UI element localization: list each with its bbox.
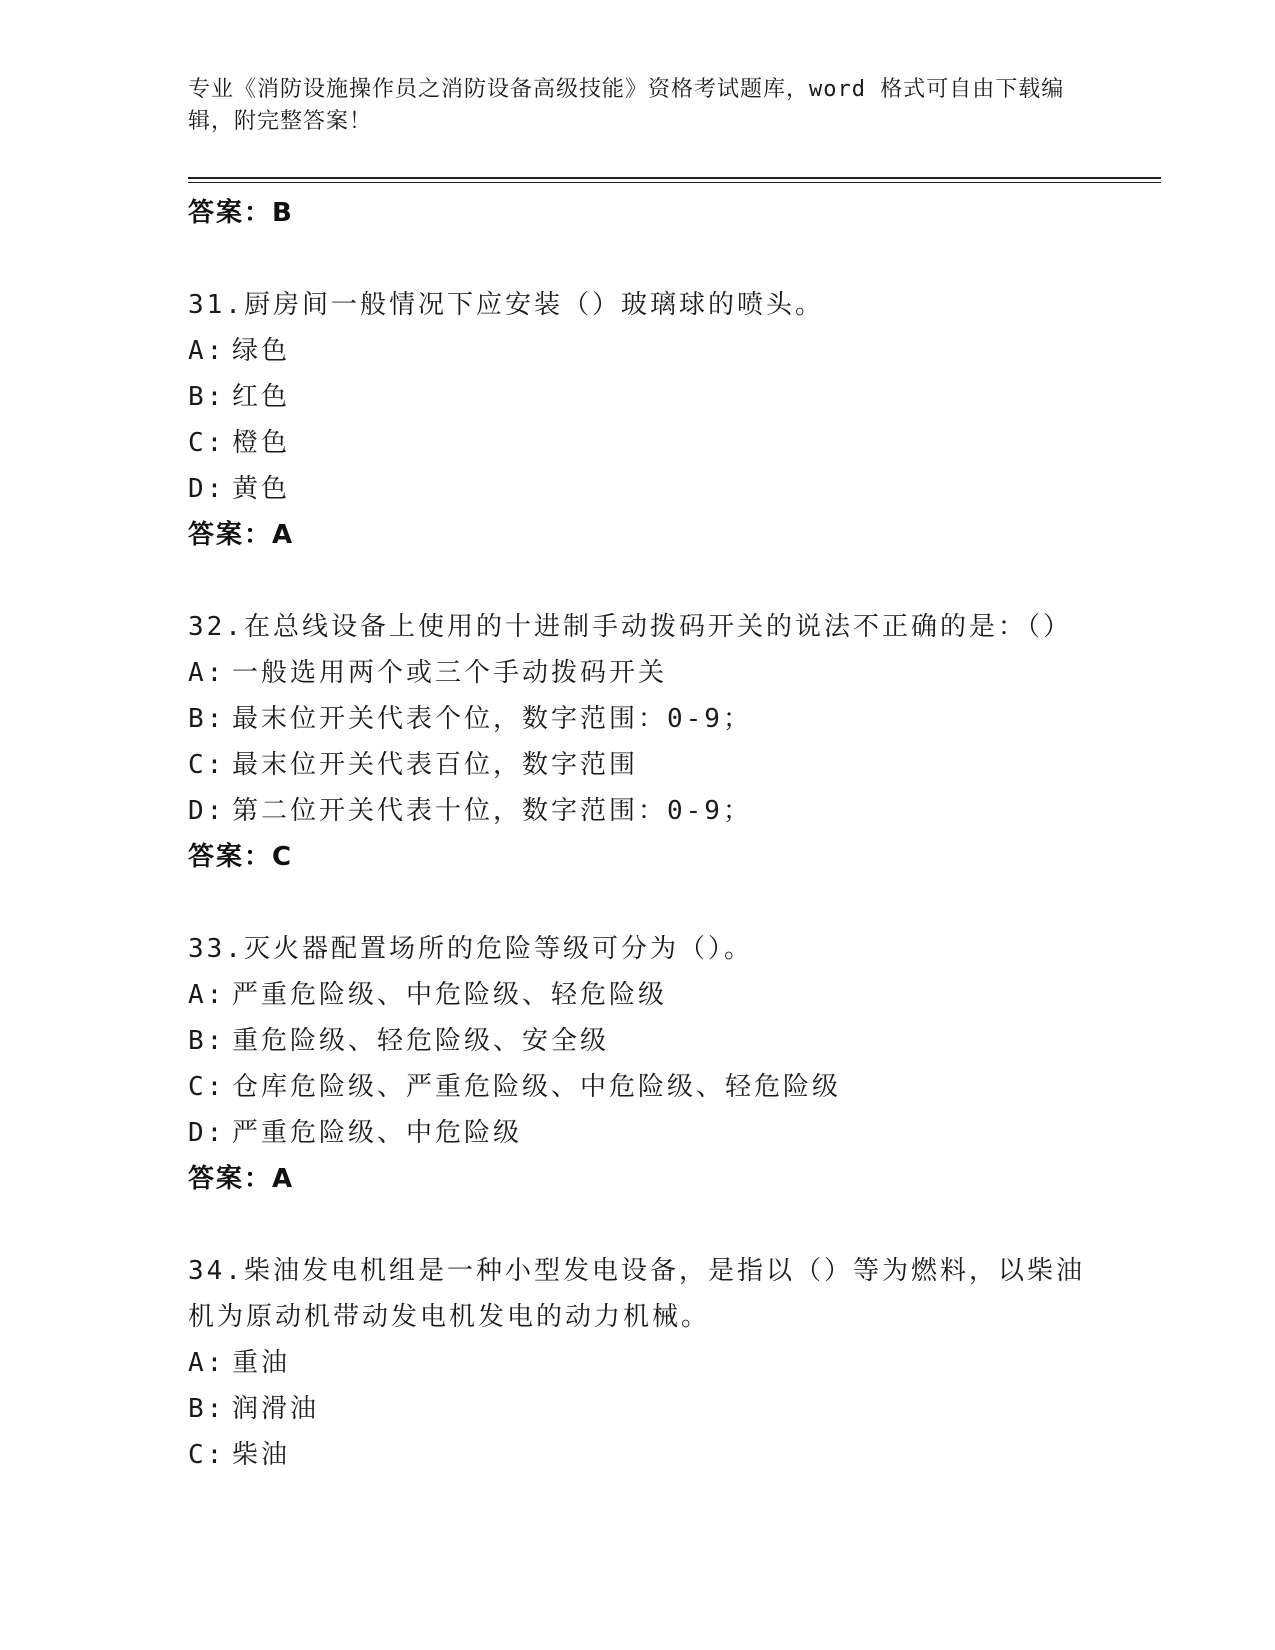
answer-line: 答案：C xyxy=(188,842,294,872)
option-line xyxy=(188,650,1088,696)
option-line xyxy=(188,972,1088,1018)
option-line xyxy=(188,1340,1088,1386)
option-line xyxy=(188,374,1088,420)
question-stem: 31.厨房间一般情况下应安装（）玻璃球的喷头。 xyxy=(188,290,824,320)
question-block xyxy=(188,1248,1088,1478)
option-text: 重油 xyxy=(232,1348,291,1378)
option-text: 严重危险级、中危险级、轻危险级 xyxy=(232,980,668,1010)
option-line xyxy=(188,420,1088,466)
option-text: 绿色 xyxy=(232,336,291,366)
option-text: 一般选用两个或三个手动拨码开关 xyxy=(232,658,668,688)
option-letter: D: xyxy=(188,474,226,504)
option-letter: A: xyxy=(188,336,226,366)
option-letter: C: xyxy=(188,1072,226,1102)
option-line xyxy=(188,742,1088,788)
option-text: 红色 xyxy=(232,382,291,412)
option-letter: A: xyxy=(188,658,226,688)
option-text: 严重危险级、中危险级 xyxy=(232,1118,523,1148)
header-divider xyxy=(188,177,1161,183)
question-list xyxy=(188,190,1088,1478)
spacer xyxy=(188,1202,1088,1248)
spacer xyxy=(188,880,1088,926)
question-stem: 33.灭火器配置场所的危险等级可分为（）。 xyxy=(188,934,753,964)
option-text: 润滑油 xyxy=(232,1394,320,1424)
question-block xyxy=(188,282,1088,558)
option-text: 仓库危险级、严重危险级、中危险级、轻危险级 xyxy=(232,1072,842,1102)
document-header: 专业《消防设施操作员之消防设备高级技能》资格考试题库，word 格式可自由下载编辑，附完整答案！ xyxy=(188,77,1065,134)
option-text: 黄色 xyxy=(232,474,291,504)
option-line xyxy=(188,696,1088,742)
question-stem: 32.在总线设备上使用的十进制手动拨码开关的说法不正确的是：（） xyxy=(188,612,1072,642)
spacer xyxy=(188,236,1088,282)
option-letter: B: xyxy=(188,704,226,734)
option-letter: C: xyxy=(188,428,226,458)
question-stem: 34.柴油发电机组是一种小型发电设备，是指以（）等为燃料，以柴油机为原动机带动发电机发电的动力机械。 xyxy=(188,1256,1085,1332)
option-line xyxy=(188,1386,1088,1432)
option-letter: D: xyxy=(188,1118,226,1148)
answer-line: 答案：B xyxy=(188,198,294,228)
option-line xyxy=(188,1018,1088,1064)
answer-line: 答案：A xyxy=(188,520,295,550)
option-letter: C: xyxy=(188,750,226,780)
option-text: 柴油 xyxy=(232,1440,291,1470)
option-letter: D: xyxy=(188,796,226,826)
option-text: 最末位开关代表个位，数字范围：0-9； xyxy=(232,704,752,734)
option-line xyxy=(188,1064,1088,1110)
option-letter: A: xyxy=(188,1348,226,1378)
option-line xyxy=(188,788,1088,834)
option-letter: C: xyxy=(188,1440,226,1470)
option-line xyxy=(188,1110,1088,1156)
answer-line: 答案：A xyxy=(188,1164,295,1194)
option-letter: B: xyxy=(188,382,226,412)
spacer xyxy=(188,558,1088,604)
option-text: 重危险级、轻危险级、安全级 xyxy=(232,1026,610,1056)
option-line xyxy=(188,466,1088,512)
question-block xyxy=(188,604,1088,880)
question-block xyxy=(188,926,1088,1202)
option-letter: A: xyxy=(188,980,226,1010)
option-line xyxy=(188,1432,1088,1478)
option-text: 最末位开关代表百位，数字范围 xyxy=(232,750,639,780)
option-letter: B: xyxy=(188,1394,226,1424)
option-text: 橙色 xyxy=(232,428,291,458)
option-line xyxy=(188,328,1088,374)
option-text: 第二位开关代表十位，数字范围：0-9； xyxy=(232,796,752,826)
option-letter: B: xyxy=(188,1026,226,1056)
